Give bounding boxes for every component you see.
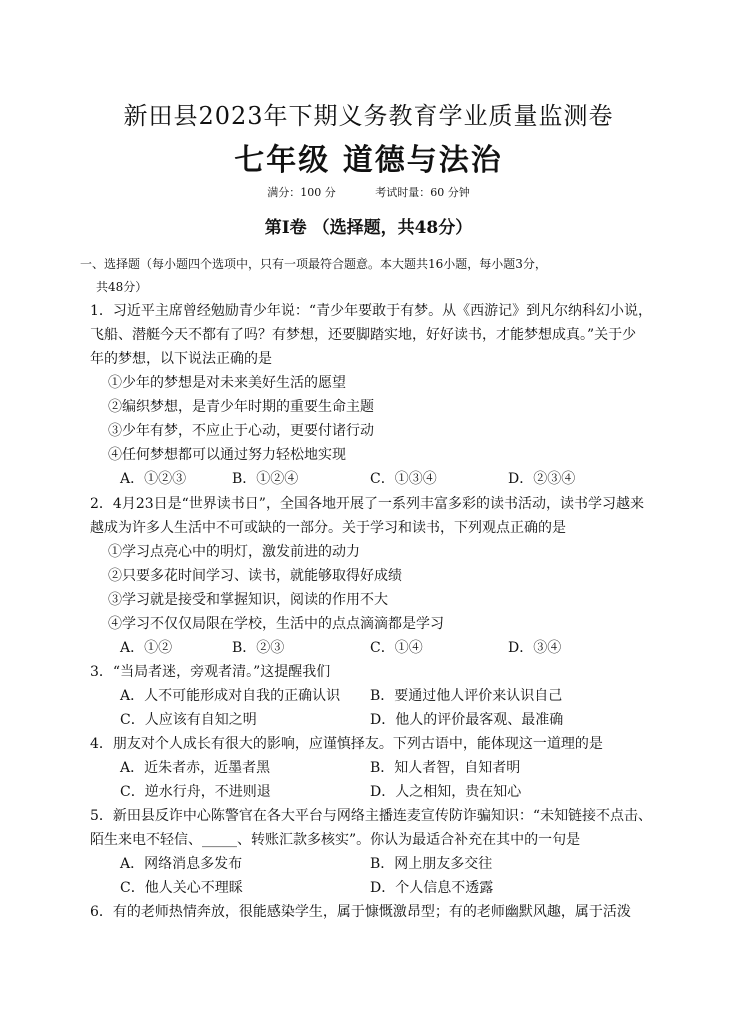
question-4-choice-a: A．近朱者赤，近墨者黑 [120, 760, 271, 776]
question-2-choice-a: A．①② [120, 640, 173, 656]
question-1-statement-1: ①少年的梦想是对未来美好生活的愿望 [108, 375, 346, 391]
question-5-line-1: 5．新田县反诈中心陈警官在各大平台与网络主播连麦宣传防诈骗知识：“未知链接不点击、 [90, 808, 653, 824]
question-1-choice-c: C．①③④ [370, 471, 437, 487]
question-1-choice-a: A．①②③ [120, 471, 187, 487]
question-2-line-2: 越成为许多人生活中不可或缺的一部分。关于学习和读书，下列观点正确的是 [90, 520, 566, 536]
subject-title: 七年级 道德与法治 [234, 143, 503, 178]
question-5-choice-b: B．网上朋友多交往 [370, 856, 493, 872]
question-5-choice-d: D．个人信息不透露 [370, 880, 494, 896]
question-2-statement-2: ②只要多花时间学习、读书，就能够取得好成绩 [108, 568, 402, 584]
question-3-choice-c: C．人应该有自知之明 [120, 712, 257, 728]
instruction-line-2: 共48分） [96, 280, 148, 294]
question-2-statement-1: ①学习点亮心中的明灯，激发前进的动力 [108, 544, 360, 560]
question-3-choice-b: B．要通过他人评价来认识自己 [370, 688, 563, 704]
question-4-choice-c: C．逆水行舟，不进则退 [120, 784, 271, 800]
question-4-choice-b: B．知人者智，自知者明 [370, 760, 521, 776]
question-1-statement-3: ③少年有梦，不应止于心动，更要付诸行动 [108, 423, 374, 439]
question-3-choice-a: A．人不可能形成对自我的正确认识 [120, 688, 341, 704]
full-score: 满分：100 分 [267, 186, 336, 199]
question-2-choice-c: C．①④ [370, 640, 423, 656]
question-4-line-1: 4．朋友对个人成长有很大的影响，应谨慎择友。下列古语中，能体现这一道理的是 [90, 736, 603, 752]
question-1-line-2: 飞船、潜艇今天不都有了吗？有梦想，还要脚踏实地，好好读书，才能梦想成真。”关于少 [90, 327, 637, 343]
question-1-statement-4: ④任何梦想都可以通过努力轻松地实现 [108, 447, 346, 463]
question-3-line-1: 3．“当局者迷，旁观者清。”这提醒我们 [90, 664, 331, 680]
question-5-choice-c: C．他人关心不理睬 [120, 880, 243, 896]
question-1-choice-b: B．①②④ [232, 471, 299, 487]
exam-time: 考试时量：60 分钟 [375, 186, 470, 199]
question-2-line-1: 2．4月23日是“世界读书日”，全国各地开展了一系列丰富多彩的读书活动，读书学习越来 [90, 496, 644, 512]
question-2-choice-d: D．③④ [508, 640, 562, 656]
question-2-statement-4: ④学习不仅仅局限在学校，生活中的点点滴滴都是学习 [108, 616, 444, 632]
question-1-choice-d: D．②③④ [508, 471, 576, 487]
question-5-choice-a: A．网络消息多发布 [120, 856, 243, 872]
question-1-statement-2: ②编织梦想，是青少年时期的重要生命主题 [108, 399, 374, 415]
instruction-line-1: 一、选择题（每小题四个选项中，只有一项最符合题意。本大题共16小题，每小题3分， [80, 257, 547, 271]
question-3-choice-d: D．他人的评价最客观、最准确 [370, 712, 564, 728]
question-2-statement-3: ③学习就是接受和掌握知识，阅读的作用不大 [108, 592, 388, 608]
question-6-line-1: 6．有的老师热情奔放，很能感染学生，属于慷慨激昂型；有的老师幽默风趣，属于活泼 [90, 904, 631, 920]
question-1-line-3: 年的梦想，以下说法正确的是 [90, 351, 272, 367]
question-1-line-1: 1．习近平主席曾经勉励青少年说：“青少年要敢于有梦。从《西游记》到凡尔纳科幻小说， [90, 303, 653, 319]
score-info [0, 187, 737, 198]
exam-title: 新田县2023年下期义务教育学业质量监测卷 [123, 102, 614, 130]
section-title: 第Ⅰ卷 （选择题，共48分） [264, 218, 473, 238]
question-4-choice-d: D．人之相知，贵在知心 [370, 784, 522, 800]
question-5-line-2: 陌生来电不轻信、_____、转账汇款多核实”。你认为最适合补充在其中的一句是 [90, 832, 581, 848]
question-2-choice-b: B．②③ [232, 640, 285, 656]
